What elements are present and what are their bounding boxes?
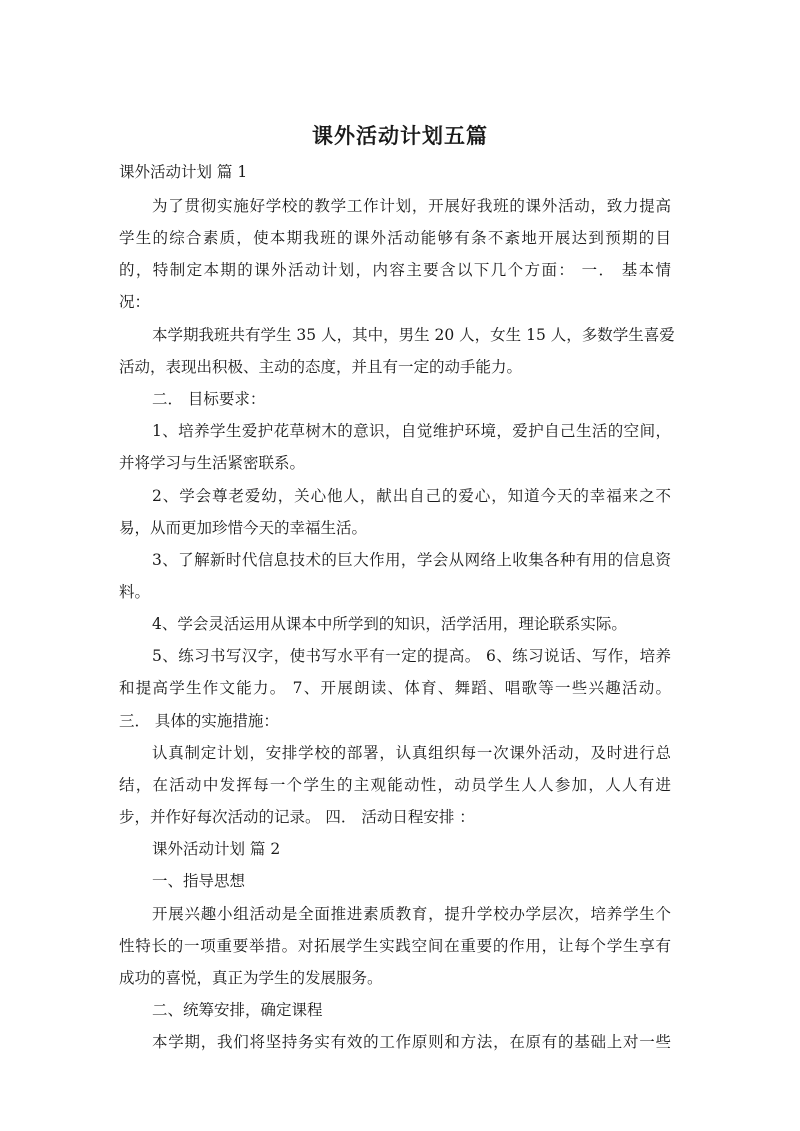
section-heading: 一、指导思想 <box>152 872 246 890</box>
paragraph-line: 4、学会灵活运用从课本中所学到的知识，活学活用，理论联系实际。 <box>152 615 627 633</box>
paragraph-line: 并将学习与生活紧密联系。 <box>119 454 306 472</box>
paragraph-line: 成功的喜悦，真正为学生的发展服务。 <box>119 969 383 987</box>
paragraph-line: 为了贯彻实施好学校的教学工作计划，开展好我班的课外活动，致力提高 <box>152 197 671 215</box>
paragraph-line: 步，并作好每次活动的记录。 四． 活动日程安排 ： <box>119 808 475 826</box>
paragraph-line: 1、培养学生爱护花草树木的意识，自觉维护环境，爱护自己生活的空间， <box>152 422 671 440</box>
paragraph-line: 2、学会尊老爱幼，关心他人，献出自己的爱心，知道今天的幸福来之不 <box>152 487 671 505</box>
paragraph-line: 学生的综合素质，使本期我班的课外活动能够有条不紊地开展达到预期的目 <box>119 229 671 247</box>
paragraph-line: 认真制定计划，安排学校的部署，认真组织每一次课外活动，及时进行总 <box>152 744 671 762</box>
section-heading: 二、统筹安排，确定课程 <box>152 1001 323 1019</box>
paragraph-line: 5、练习书写汉字，使书写水平有一定的提高。 6、练习说话、写作，培养 <box>152 647 671 665</box>
paragraph-line: 况： <box>119 293 151 311</box>
paragraph-line: 易，从而更加珍惜今天的幸福生活。 <box>119 519 368 537</box>
paragraph-line: 料。 <box>119 583 151 601</box>
paragraph-line: 本学期我班共有学生 35 人，其中，男生 20 人，女生 15 人，多数学生喜爱 <box>152 326 675 344</box>
document-title: 课外活动计划五篇 <box>312 124 488 148</box>
paragraph-line: 结，在活动中发挥每一个学生的主观能动性，动员学生人人参加，人人有进 <box>119 776 671 794</box>
paragraph-line: 性特长的一项重要举措。对拓展学生实践空间在重要的作用，让每个学生享有 <box>119 937 671 955</box>
section-heading: 三． 具体的实施措施： <box>119 712 279 730</box>
paragraph-line: 活动，表现出积极、主动的态度，并且有一定的动手能力。 <box>119 358 523 376</box>
section-heading: 二． 目标要求： <box>152 390 266 408</box>
paragraph-line: 开展兴趣小组活动是全面推进素质教育，提升学校办学层次，培养学生个 <box>152 905 671 923</box>
paragraph-line: 和提高学生作文能力。 7、开展朗读、体育、舞蹈、唱歌等一些兴趣活动。 <box>119 679 671 697</box>
section-heading-2: 课外活动计划 篇 2 <box>152 840 281 858</box>
paragraph-line: 的，特制定本期的课外活动计划，内容主要含以下几个方面： 一． 基本情 <box>119 261 671 279</box>
paragraph-line: 本学期，我们将坚持务实有效的工作原则和方法，在原有的基础上对一些 <box>152 1033 671 1051</box>
paragraph-line: 3、了解新时代信息技术的巨大作用，学会从网络上收集各种有用的信息资 <box>152 551 671 569</box>
section-heading-1: 课外活动计划 篇 1 <box>119 163 248 181</box>
